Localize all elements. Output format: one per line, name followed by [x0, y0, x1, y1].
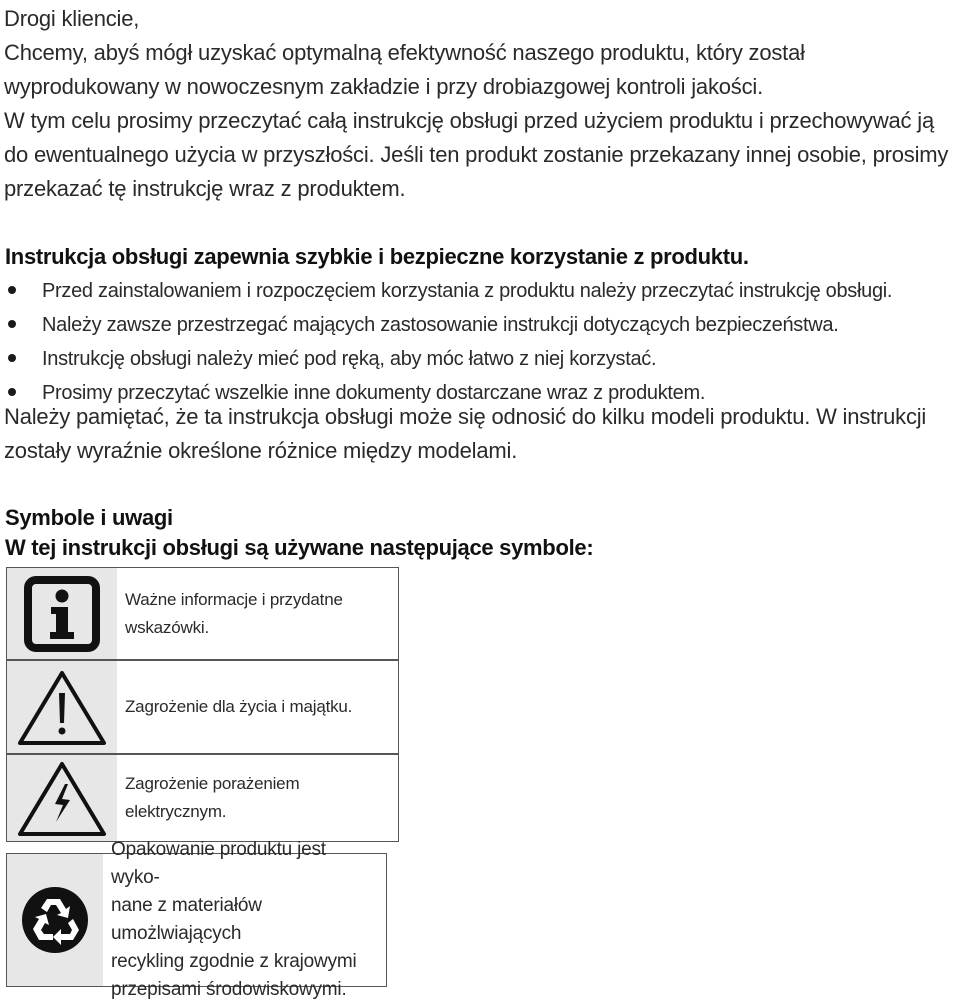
intro-paragraph-2: W tym celu prosimy przeczytać całą instrukcję obsługi przed użyciem produktu i przechowywać ją do ewentualnego użycia w przyszłości. Jeśli ten produkt zostanie przekazany innej osobie, prosimy przekazać tę instrukcję wraz z produktem. [4, 108, 949, 201]
manual-section-title: Instrukcja obsługi zapewnia szybkie i bezpieczne korzystanie z produktu. [5, 244, 749, 269]
symbol-description: Opakowanie produktu jest wyko- nane z materiałów umożlwiających recykling zgodnie z krajowymi przepisami środowiskowymi. [111, 839, 357, 1000]
symbol-description: Zagrożenie porażeniem elektrycznym. [125, 774, 300, 821]
symbol-row-recycling [6, 839, 387, 1000]
symbol-row-info [6, 567, 399, 660]
symbols-title: Symbole i uwagi [5, 505, 173, 530]
bullet-dot [8, 388, 16, 396]
manual-bullet-list [0, 274, 950, 410]
list-item: Instrukcję obsługi należy mieć pod ręką, aby móc łatwo z niej korzystać. [0, 342, 950, 376]
warning-triangle-icon [7, 661, 117, 753]
intro-paragraph-1: Chcemy, abyś mógł uzyskać optymalną efektywność naszego produktu, który został wyprodukowany w nowoczesnym zakładzie i przy drobiazgowej kontroli jakości. [4, 40, 805, 99]
symbols-subtitle: W tej instrukcji obsługi są używane następujące symbole: [5, 535, 594, 560]
bullet-dot [8, 354, 16, 362]
bullet-dot [8, 320, 16, 328]
list-item: Należy zawsze przestrzegać mających zastosowanie instrukcji dotyczących bezpieczeństwa. [0, 308, 950, 342]
symbol-row-warning [6, 660, 399, 754]
greeting: Drogi kliencie, [4, 6, 140, 31]
bullet-dot [8, 286, 16, 294]
symbol-description: Zagrożenie dla życia i majątku. [125, 697, 353, 716]
info-icon [7, 568, 117, 659]
models-note: Należy pamiętać, że ta instrukcja obsługi może się odnosić do kilku modeli produktu. W instrukcji zostały wyraźnie określone różnice między modelami. [4, 404, 927, 463]
list-item: Przed zainstalowaniem i rozpoczęciem korzystania z produktu należy przeczytać instrukcję obsługi. [0, 274, 950, 308]
intro-text [4, 2, 958, 206]
symbol-row-electric [6, 754, 399, 842]
electric-shock-icon [7, 755, 117, 841]
recycling-icon [7, 854, 103, 986]
symbol-description: Ważne informacje i przydatne wskazówki. [125, 589, 343, 637]
list-item: Prosimy przeczytać wszelkie inne dokumenty dostarczane wraz z produktem. [0, 376, 950, 410]
